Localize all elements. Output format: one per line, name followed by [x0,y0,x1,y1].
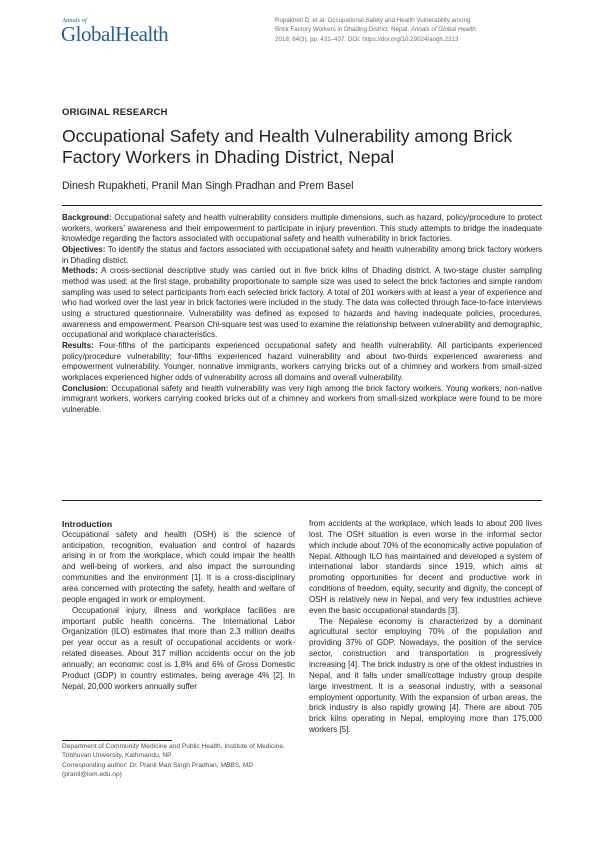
abstract-bottom-rule [62,500,542,501]
abstract [62,213,542,415]
abstract-background-text: Occupational safety and health vulnerability considers multiple dimensions, such as hazard, policy/procedure to protect workers, workers’ awareness and their empowerment to participate in injury prevention. This study attempts to bridge the inadequate knowledge regarding the factors associated with occupational safety and health vulnerability in brick factories. [62,213,542,244]
journal-logo-small-text: Annals of [62,17,87,24]
abstract-background [62,213,542,245]
abstract-results-text: Four-fifths of the participants experienced occupational safety and health vulnerability. All participants experienced policy/procedure vulnerability; four-fifths experienced hazard vulnerability and about two-thirds experienced awareness and empowerment vulnerability. Younger, nonnative immigrants, workers carrying bricks out of a chimney and workers from small-sized workplaces experienced higher odds of vulnerability across all domains and overall vulnerability. [62,340,542,382]
citation-title-end: Brick Factory Workers in Dhading District, Nepal. [275,26,409,34]
corresponding-email[interactable]: (pranil@iom.edu.np) [62,770,122,778]
body-column-left [62,519,295,692]
abstract-objectives-text: To identify the status and factors associated with occupational safety and health vulnerability among brick factory workers in Dhading district. [62,244,542,265]
abstract-top-rule [62,205,542,206]
intro-paragraph-1: Occupational safety and health (OSH) is the science of anticipation, recognition, evaluation and control of hazards arising in or from the workplace, which could impair the health and well-being of workers, and also impact the surrounding communities and the environment [1]. It is a cross-disciplinary area concerned with protecting the safety, health and welfare of people engaged in work or employment. [62,529,295,604]
citation-block [275,16,540,44]
journal-logo: GlobalHealth [61,22,169,46]
citation-journal-name: Annals of Global Health. [410,26,478,34]
abstract-objectives [62,245,542,266]
abstract-conclusion [62,384,542,416]
citation-line-1: Rupakheti D, et al. Occupational Safety and Health Vulnerability among [275,17,471,24]
corresponding-author-name: Corresponding author: Dr. Pranil Man Singh Pradhan, [62,761,219,769]
abstract-methods [62,266,542,341]
footnote [62,742,295,779]
abstract-methods-label: Methods: [62,266,98,276]
abstract-methods-text: A cross-sectional descriptive study was carried out in five brick kilns of Dhading district. A two-stage cluster sampling method was used; at the first stage, probability proportionate to sample size was used to select the brick factories and simple random sampling was used to select participants from each selected brick factory. A total of 201 workers with at least a year of experience and who had worked over the last year in brick factories were included in the study. The data was collected through face-to-face interviews using a structured questionnaire. Vulnerability was defined as exposed to hazards and having inadequate policies, procedures, awareness and empowerment. Pearson Chi-square test was used to examine the relationship between vulnerability and demographic, occupational and workplace characteristics. [62,266,542,340]
abstract-background-label: Background: [62,213,112,222]
abstract-results [62,341,542,384]
body-column-right [309,519,542,736]
citation-line-3[interactable]: 2018; 84(3), pp. 431–437. DOI: https://doi.org/10.29024/aogh.2313 [275,35,459,43]
abstract-conclusion-label: Conclusion: [62,383,109,393]
article-title: Occupational Safety and Health Vulnerability among Brick Factory Workers in Dhading District, Nepal [62,126,513,167]
intro-paragraph-4: The Nepalese economy is characterized by a dominant agricultural sector employing 70% of the population and providing 37% of GDP. Nowadays, the position of the service sector, construction and transportation is progressively increasing [4]. The brick industry is one of the oldest industries in Nepal, and it falls under small/cottage industry group despite large investment. It is a seasonal industry, with a seasonal employment opportunity. With the expansion of urban areas, the brick industry is also rapidly growing [4]. There are about 705 brick kilns operating in Nepal, employing more than 175,000 workers [5]. [309,616,542,735]
footnote-rule [62,740,172,741]
corresponding-author [62,761,295,770]
abstract-objectives-label: Objectives: [62,244,106,254]
affiliation: Department of Community Medicine and Public Health, Institute of Medicine, Tribhuvan University, Kathmandu, NP [62,743,285,760]
intro-paragraph-2: Occupational injury, illness and workplace facilities are important public health concerns. The International Labor Organization (ILO) estimates that more than 2.3 million deaths per year occur as a result of occupational accidents or work-related diseases. About 317 million accidents occur on the job annually; an economic cost is 1.8% and 6% of Gross Domestic Product (GDP) in country estimates, being average 4% [2]. In Nepal, 20,000 workers annually suffer [62,605,295,691]
section-label: ORIGINAL RESEARCH [62,107,168,118]
intro-paragraph-3: from accidents at the workplace, which leads to about 200 lives lost. The OSH situation is even worse in the informal sector which include about 70% of the economically active population of Nepal. Although ILO has maintained and developed a system of international labor standards since 1919, which aims at promoting opportunities for decent and productive work in conditions of freedom, equity, security and dignity, the concept of OSH is relatively new in Nepal, and very few industries achieve even the basic occupational standards [3]. [309,519,542,615]
author-list: Dinesh Rupakheti, Pranil Man Singh Pradhan and Prem Basel [62,180,354,192]
corresponding-author-degree: MBBS, MD [220,761,253,769]
abstract-results-label: Results: [62,340,94,350]
citation-line-2 [275,25,540,34]
abstract-conclusion-text: Occupational safety and health vulnerability was very high among the brick factory workers. Young workers, non-native immigrant workers, workers carrying cooked bricks out of a chimney and workers from small-sized workplace were found to be more vulnerable. [62,383,542,414]
introduction-heading: Introduction [62,519,113,529]
